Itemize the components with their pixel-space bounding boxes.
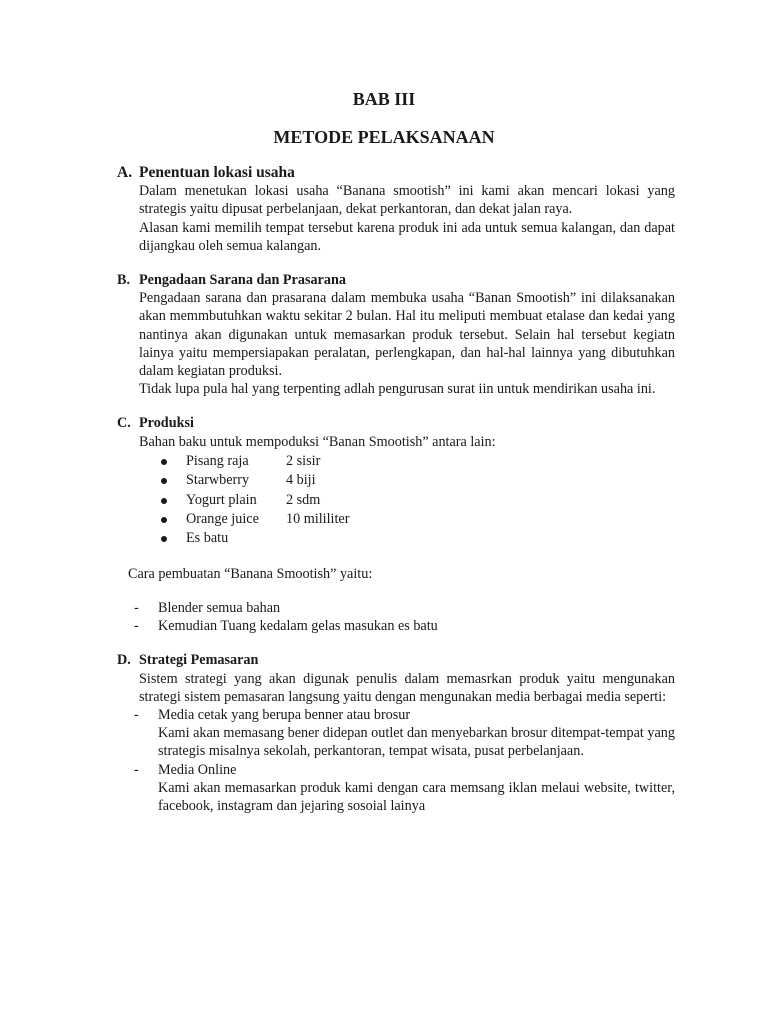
section-b-paragraph-1: Pengadaan sarana dan prasarana dalam membuka usaha “Banan Smootish” ini dilaksanakan akan memmbutuhkan waktu sekitar 2 bulan. Hal itu meliputi membuat etalase dan kedai yang nantinya akan digunakan untuk memasarkan produk tersebut. Selain hal tersebut kegiatn lainya yaitu mempersiapakan peralatan, perlengkapan, dan hal-hal lainnya yang dibutuhkan dalam kegiatan produksi. <box>139 290 675 380</box>
media-title: Media Online <box>158 761 237 778</box>
section-b-heading <box>117 271 675 289</box>
section-a-paragraph-2: Alasan kami memilih tempat tersebut karena produk ini ada untuk semua kalangan, dan dapat dijangkau oleh semua kalangan. <box>139 219 675 254</box>
ingredient-qty: 10 mililiter <box>286 511 350 528</box>
media-description: Kami akan memasarkan produk kami dengan cara memsang iklan melaui website, twitter, facebook, instagram dan jejaring sosoial lainya <box>158 779 675 815</box>
document-body <box>117 164 675 815</box>
media-item <box>117 761 675 816</box>
section-c-intro: Bahan baku untuk mempoduksi “Banan Smootish” antara lain: <box>139 433 496 450</box>
page-title: METODE PELAKSANAAN <box>273 127 495 147</box>
ingredient-name: Es batu <box>186 530 229 547</box>
section-b-title: Pengadaan Sarana dan Prasarana <box>139 272 346 289</box>
ingredient-name: Orange juice <box>186 511 259 528</box>
method-step-text: Blender semua bahan <box>158 600 281 616</box>
bullet-icon <box>161 478 167 484</box>
ingredient-item <box>117 510 675 529</box>
section-a-paragraph-1: Dalam menetukan lokasi usaha “Banana smootish” ini kami akan mencari lokasi yang strategis yaitu dipusat perbelanjaan, dekat perkantoran, dan dekat jalan raya. <box>139 183 675 218</box>
section-c-title: Produksi <box>139 415 194 432</box>
method-step <box>117 617 675 635</box>
ingredient-item <box>117 529 675 548</box>
chapter-heading: BAB III <box>352 89 416 109</box>
dash-marker: - <box>134 761 139 778</box>
section-b-letter: B. <box>117 272 131 289</box>
section-b-paragraph-2: Tidak lupa pula hal yang terpenting adlah pengurusan surat iin untuk mendirikan usaha ini. <box>139 381 656 398</box>
media-item <box>117 706 675 761</box>
ingredient-qty: 4 biji <box>286 472 316 489</box>
media-description: Kami akan memasang bener didepan outlet dan menyebarkan brosur ditempat-tempat yang strategis misalnya sekolah, perkantoran, tempat wisata, pusat perbelanjaan. <box>158 725 675 760</box>
method-steps <box>117 599 675 635</box>
ingredient-item <box>117 471 675 490</box>
media-list <box>117 706 675 815</box>
ingredient-name: Starwberry <box>186 472 250 489</box>
bullet-icon <box>161 536 167 542</box>
ingredient-name: Pisang raja <box>186 452 249 469</box>
section-a-heading <box>117 164 675 182</box>
dash-marker: - <box>134 600 139 616</box>
ingredient-qty: 2 sdm <box>286 491 321 508</box>
bullet-icon <box>161 517 167 523</box>
section-a-title: Penentuan lokasi usaha <box>139 164 295 181</box>
ingredient-name: Yogurt plain <box>186 491 257 508</box>
section-d-intro: Sistem strategi yang akan digunak penulis dalam memasrkan produk yaitu mengunakan strategi sistem pemasaran langsung yaitu dengan mengunakan media berbagai media seperti: <box>139 670 675 705</box>
dash-marker: - <box>134 707 139 724</box>
ingredient-list <box>117 452 675 549</box>
ingredient-qty: 2 sisir <box>286 452 321 469</box>
bullet-icon <box>161 459 167 465</box>
dash-marker: - <box>134 618 139 635</box>
section-c-heading <box>117 414 675 432</box>
section-d-heading <box>117 651 675 669</box>
method-step-text: Kemudian Tuang kedalam gelas masukan es batu <box>158 618 438 635</box>
method-intro: Cara pembuatan “Banana Smootish” yaitu: <box>128 565 373 582</box>
method-step <box>117 599 675 617</box>
media-title: Media cetak yang berupa benner atau brosur <box>158 707 411 724</box>
ingredient-item <box>117 452 675 471</box>
bullet-icon <box>161 498 167 504</box>
ingredient-item <box>117 491 675 510</box>
section-d-letter: D. <box>117 652 131 669</box>
section-a-letter: A. <box>117 164 133 181</box>
section-c-letter: C. <box>117 415 131 432</box>
section-d-title: Strategi Pemasaran <box>139 652 259 669</box>
